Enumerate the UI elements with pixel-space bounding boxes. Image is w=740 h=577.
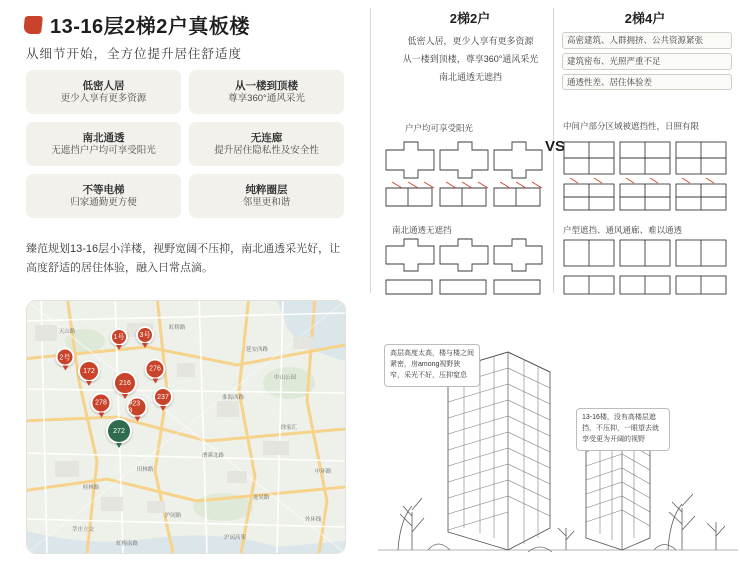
- floorplan-left-top: [382, 136, 546, 216]
- compare-point: 低密人居，更少人享有更多资源: [407, 36, 534, 46]
- map-label: 延安西路: [245, 347, 269, 353]
- map-pin-label: 276: [145, 359, 166, 380]
- floorplan-right-top: [560, 136, 732, 216]
- feature-desc: 邻里更和谐: [242, 196, 291, 208]
- page-title: 13-16层2梯2户真板楼: [50, 16, 250, 38]
- map-label: 虹梅南路: [115, 541, 139, 547]
- feature-desc: 归家通勤更方便: [70, 196, 137, 208]
- compare-point: 通透性差、居住体验差: [562, 74, 732, 91]
- title-mark-icon: [23, 16, 43, 34]
- callout-left: 高层高度太高，楼与楼之间紧密，房among视野狭窄，采光不好，压抑窒息: [384, 344, 480, 387]
- map-pin[interactable]: [113, 371, 137, 399]
- map-label: 漕溪北路: [201, 453, 225, 459]
- map-pin-label: 2号: [56, 348, 75, 367]
- map-label: 淮海西路: [221, 395, 245, 401]
- map-label: 天山路: [58, 329, 76, 335]
- feature-desc: 更少人享有更多资源: [60, 92, 147, 104]
- map-label: 中环路: [314, 469, 332, 475]
- feature-card: [189, 174, 344, 218]
- vs-label: VS: [545, 138, 566, 155]
- divider-vertical-left: [370, 8, 371, 293]
- map-pin[interactable]: [110, 328, 128, 350]
- map-pin[interactable]: [78, 360, 100, 386]
- feature-card: [26, 70, 181, 114]
- compare-points-left: [388, 32, 553, 86]
- map-label: 徐家汇: [280, 425, 298, 431]
- feature-desc: 无遮挡户户均可享受阳光: [51, 144, 156, 156]
- map-pin-label: 237: [153, 387, 173, 407]
- compare-title-left: 2梯2户: [449, 11, 491, 26]
- feature-row: [26, 122, 344, 166]
- compare-point: 高密建筑、人群拥挤、公共资源紧张: [562, 32, 732, 49]
- callout-right: 13-16楼，没有高楼层遮挡，不压抑，一眼望去就享受更为开阔的视野: [576, 408, 670, 451]
- feature-card: [189, 70, 344, 114]
- map-pin[interactable]: [153, 387, 173, 411]
- map-label: 外环线: [304, 517, 322, 523]
- feature-card: [26, 174, 181, 218]
- compare-points-right: [562, 32, 732, 94]
- feature-card: [189, 122, 344, 166]
- compare-point: 建筑密布、光照严重不足: [562, 53, 732, 70]
- feature-row: [26, 174, 344, 218]
- illustration-svg: [378, 300, 738, 572]
- map-pin-label: 278: [91, 393, 112, 414]
- compare-point: 从一楼到顶楼，尊享360°通风采光: [402, 54, 539, 64]
- map-pin[interactable]: [136, 326, 154, 348]
- building-illustration: [378, 300, 738, 572]
- feature-row: [26, 70, 344, 114]
- plan-caption-right-bottom: 户型遮挡、通风通廊、难以通透: [563, 225, 683, 235]
- map-pin[interactable]: [145, 359, 166, 384]
- feature-title: 低密人居: [82, 79, 125, 92]
- feature-card: [26, 122, 181, 166]
- page-subtitle: 从细节开始，全方位提升居住舒适度: [26, 47, 243, 61]
- compare-title-right: 2梯4户: [624, 11, 666, 26]
- feature-title: 南北通透: [82, 131, 125, 144]
- map-label: 沪闵高架: [223, 535, 247, 541]
- feature-desc: 尊享360°通风采光: [228, 92, 305, 104]
- page-title-row: [24, 10, 250, 39]
- feature-grid: [26, 70, 344, 226]
- location-map[interactable]: [26, 300, 346, 554]
- plan-caption-left-top: 户户均可享受阳光: [405, 123, 474, 133]
- body-paragraph: 臻范规划13-16层小洋楼，视野宽阔不压抑，南北通透采光好，让高度舒适的居住体验，融入日常点滴。: [26, 243, 341, 275]
- floorplan-right-bottom: [560, 236, 732, 296]
- feature-title: 不等电梯: [82, 183, 125, 196]
- map-pin-primary[interactable]: [106, 418, 132, 448]
- map-pin[interactable]: [91, 393, 112, 418]
- map-label: 沪闵路: [164, 513, 182, 519]
- feature-title: 无连廊: [250, 131, 283, 144]
- map-label: 莘庄立交: [71, 527, 95, 533]
- map-pin-label: 216: [113, 371, 137, 395]
- feature-title: 从一楼到顶楼: [235, 79, 298, 92]
- map-label: 虹桥路: [168, 325, 186, 331]
- map-pin-label: 272: [106, 418, 132, 444]
- map-pin-label: 172: [78, 360, 100, 382]
- map-pin[interactable]: [56, 348, 75, 371]
- compare-point: 南北通透无遮挡: [438, 72, 502, 82]
- feature-desc: 提升居住隐私性及安全性: [214, 144, 319, 156]
- map-pin-label: #23 3: [127, 397, 148, 418]
- map-label: 龙吴路: [252, 495, 270, 501]
- map-label: 中山公园: [273, 375, 297, 381]
- map-pin-label: 3号: [136, 326, 154, 344]
- map-label: 田林路: [136, 467, 154, 473]
- map-pin-label: 1号: [110, 328, 128, 346]
- plan-caption-left-bottom: 南北通透无遮挡: [392, 225, 452, 235]
- feature-title: 纯粹圈层: [245, 183, 288, 196]
- map-label: 桂林路: [82, 485, 100, 491]
- floorplan-left-bottom: [382, 236, 546, 296]
- plan-caption-right-top: 中间户部分区域被遮挡性，日照有限: [563, 121, 700, 131]
